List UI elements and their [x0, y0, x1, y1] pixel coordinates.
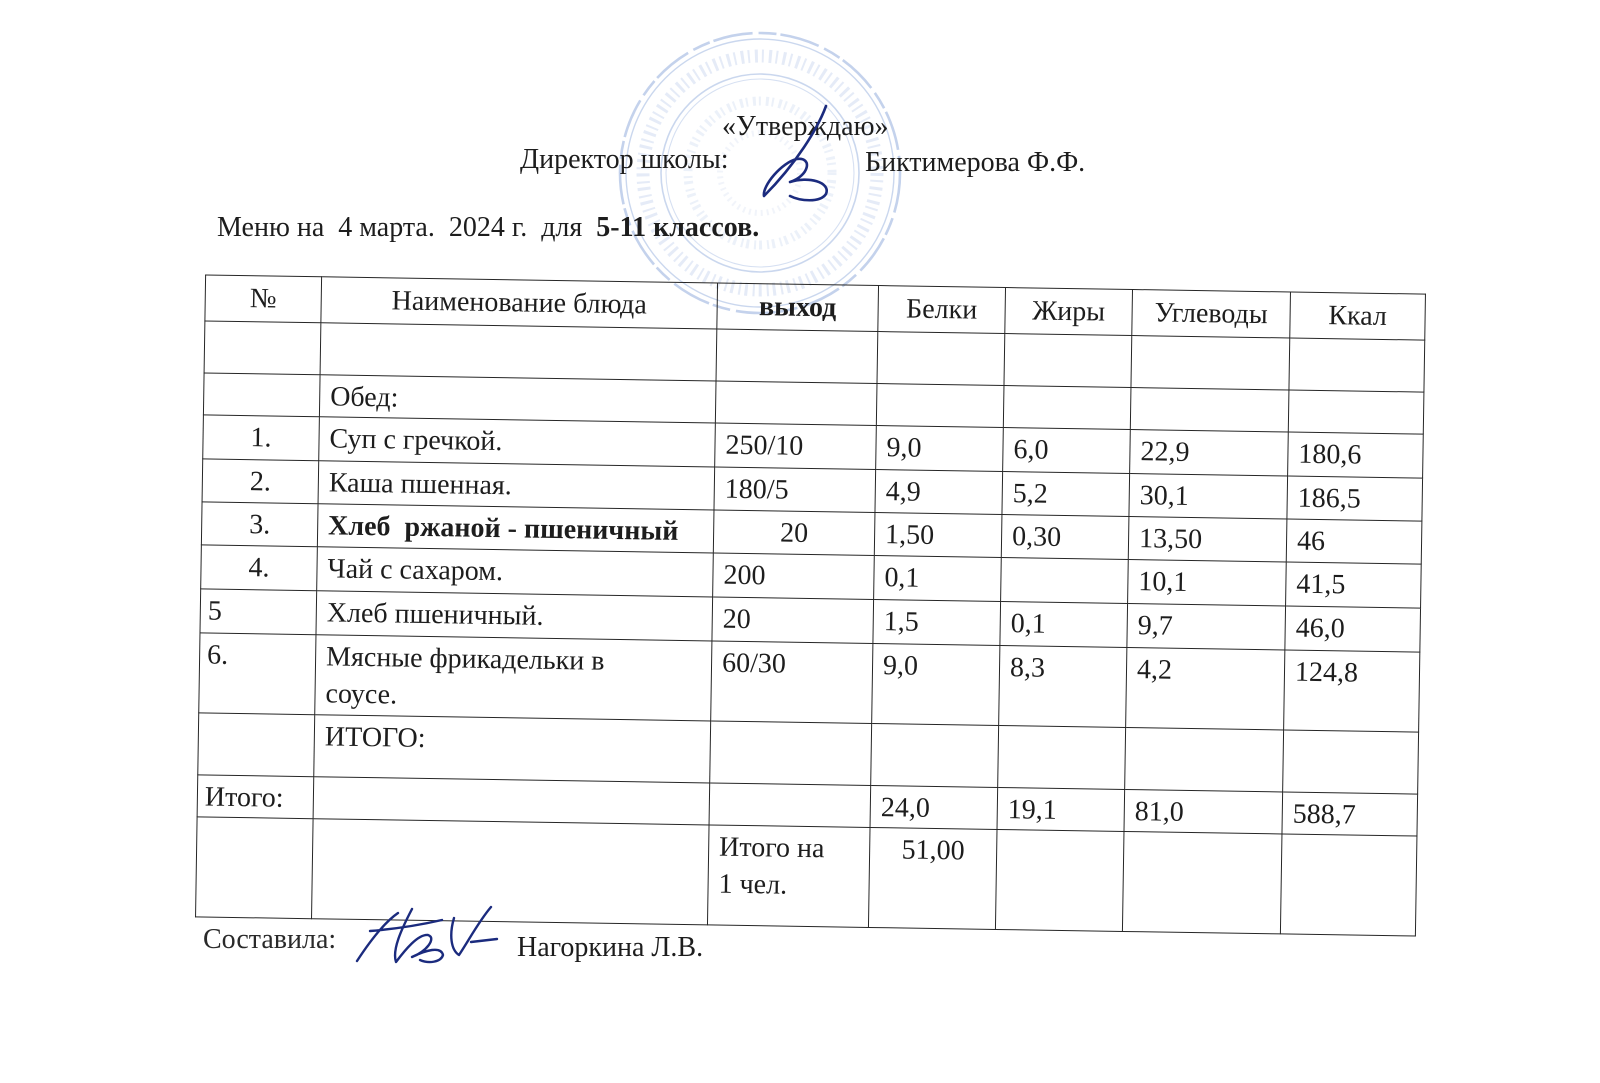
item-carbs: 9,7	[1127, 603, 1286, 649]
menu-heading-date: Меню на 4 марта. 2024 г. для	[217, 212, 597, 243]
item-dish: Хлеб пшеничный.	[316, 591, 713, 641]
item-number: 2.	[202, 459, 319, 504]
table-row-per-person	[196, 817, 1417, 936]
item-carbs: 4,2	[1126, 647, 1285, 729]
totals-carbs: 81,0	[1124, 789, 1283, 833]
blank-cell	[1122, 831, 1282, 933]
item-number: 5	[200, 589, 317, 635]
item-kcal: 46	[1286, 519, 1422, 564]
item-fat: 6,0	[1003, 428, 1131, 474]
blank-cell	[1289, 338, 1425, 392]
header-protein: Белки	[878, 286, 1006, 334]
item-kcal: 46,0	[1285, 606, 1421, 652]
item-number: 3.	[201, 502, 318, 547]
item-number: 4.	[201, 545, 318, 591]
totals-kcal: 588,7	[1282, 792, 1418, 836]
item-fat: 0,30	[1001, 514, 1129, 559]
item-fat	[1001, 557, 1129, 603]
blank-cell	[1288, 390, 1424, 434]
header-fat: Жиры	[1005, 288, 1133, 336]
per-person-price: 51,00	[868, 827, 997, 929]
item-kcal: 41,5	[1286, 562, 1422, 608]
header-carbs: Углеводы	[1132, 290, 1291, 338]
blank-cell	[716, 329, 878, 384]
item-kcal: 180,6	[1288, 432, 1424, 478]
item-protein: 9,0	[876, 426, 1004, 472]
blank-cell	[1131, 336, 1290, 390]
totals-fat: 19,1	[997, 787, 1125, 831]
director-name: Биктимерова Ф.Ф.	[865, 147, 1086, 178]
item-dish: Суп с гречкой.	[319, 417, 716, 467]
blank-cell	[877, 332, 1005, 386]
item-fat: 0,1	[1000, 601, 1128, 647]
blank-cell	[709, 783, 871, 828]
item-number: 1.	[203, 415, 320, 461]
item-kcal: 124,8	[1284, 650, 1420, 732]
item-yield: 200	[713, 553, 875, 600]
blank-cell	[998, 725, 1126, 789]
blank-cell	[871, 723, 999, 787]
per-person-label-cell	[707, 825, 870, 928]
item-carbs: 13,50	[1128, 516, 1287, 561]
item-dish-cell	[315, 635, 712, 721]
item-dish: Хлеб ржаной - пшеничный	[317, 504, 714, 553]
item-protein: 9,0	[872, 643, 1000, 725]
blank-cell	[313, 777, 710, 825]
per-person-label: Итого на 1 чел.	[718, 831, 832, 901]
item-dish: Мясные фрикадельки в соусе.	[325, 641, 612, 711]
blank-cell	[196, 817, 314, 919]
meal-label: Обед:	[319, 375, 716, 423]
blank-cell	[204, 321, 321, 375]
item-carbs: 10,1	[1128, 559, 1287, 605]
stamp-center-emblem	[720, 133, 800, 213]
director-position: Директор школы:	[520, 144, 729, 175]
blank-cell	[876, 384, 1004, 428]
blank-cell	[1280, 834, 1417, 936]
blank-cell	[1004, 334, 1132, 388]
menu-table	[195, 274, 1426, 936]
item-protein: 4,9	[875, 470, 1003, 515]
item-protein: 1,5	[873, 599, 1001, 645]
header-dish-name: Наименование блюда	[321, 277, 718, 329]
blank-cell	[320, 323, 717, 381]
item-carbs: 30,1	[1129, 473, 1288, 518]
item-fat: 8,3	[999, 645, 1127, 727]
blank-cell	[1003, 386, 1131, 430]
blank-cell	[203, 373, 320, 417]
blank-cell	[710, 721, 872, 786]
totals-label: Итого:	[197, 775, 314, 819]
item-yield: 60/30	[711, 641, 873, 724]
compiled-by-label: Составила:	[203, 924, 337, 955]
item-carbs: 22,9	[1130, 430, 1289, 476]
item-protein: 0,1	[874, 555, 1002, 601]
item-dish: Каша пшенная.	[318, 461, 715, 510]
header-kcal: Ккал	[1290, 292, 1426, 340]
header-yield: выход	[717, 283, 879, 332]
approval-title: «Утверждаю»	[722, 111, 889, 142]
item-fat: 5,2	[1002, 472, 1130, 517]
menu-heading	[217, 212, 759, 244]
item-dish: Чай с сахаром.	[317, 547, 714, 597]
blank-cell	[198, 713, 315, 777]
blank-cell	[995, 829, 1124, 931]
item-yield: 180/5	[714, 467, 876, 513]
blank-cell	[312, 819, 710, 925]
menu-heading-grades: 5-11 классов.	[596, 212, 760, 243]
compiled-by-name: Нагоркина Л.В.	[517, 932, 704, 963]
totals-protein: 24,0	[870, 785, 998, 829]
item-yield: 250/10	[715, 423, 877, 470]
subtotal-label: ИТОГО:	[314, 715, 711, 783]
blank-cell	[1130, 388, 1289, 432]
item-kcal: 186,5	[1287, 476, 1423, 521]
item-yield: 20	[713, 510, 875, 556]
item-protein: 1,50	[874, 513, 1002, 558]
blank-cell	[1125, 727, 1284, 791]
blank-cell	[715, 381, 877, 426]
item-number: 6.	[199, 633, 316, 715]
item-yield: 20	[712, 597, 874, 644]
blank-cell	[1283, 730, 1419, 794]
header-number: №	[205, 275, 322, 323]
